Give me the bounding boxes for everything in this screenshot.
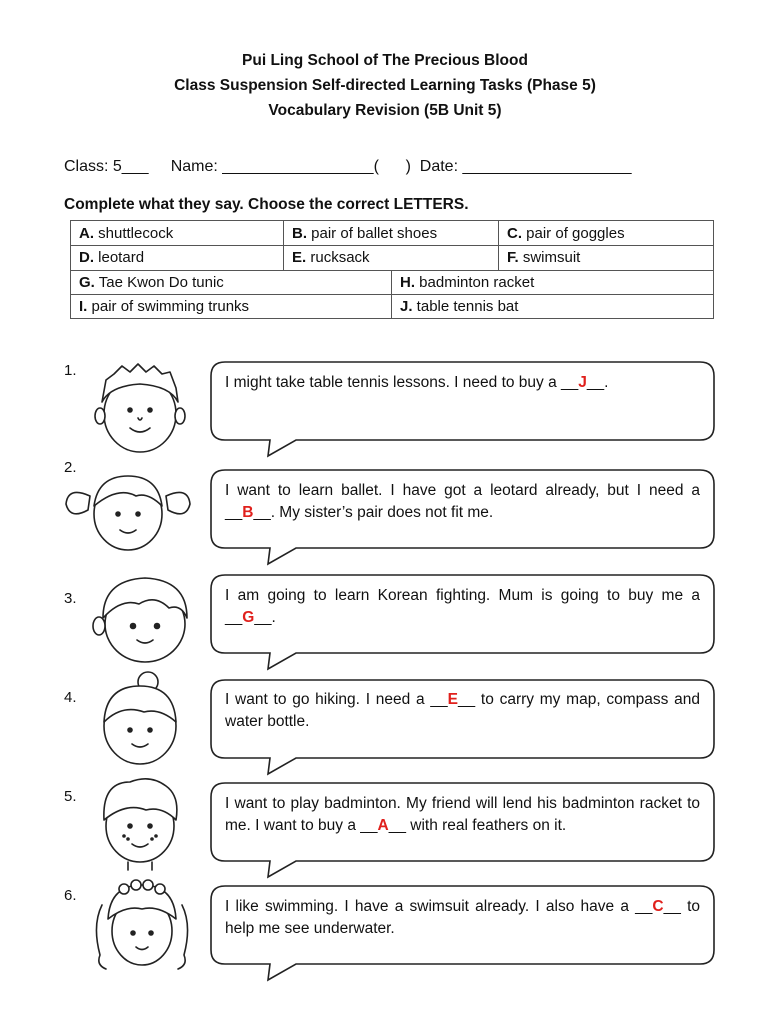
answer-letter: C [652, 898, 664, 915]
question-number: 4. [64, 689, 77, 706]
question-text: I want to play badminton. My friend will lend his badminton racket to me. I want to buy a __A__ with real feathers on it. [225, 795, 700, 834]
boy-bighair-face-icon [93, 578, 187, 662]
girl-bun-face-icon [104, 672, 176, 764]
boy-face-icon [95, 364, 185, 452]
question-text: I might take table tennis lessons. I need to buy a __J__. [225, 374, 609, 391]
school-name: Pui Ling School of The Precious Blood [242, 52, 528, 69]
answer-letter: A [377, 817, 389, 834]
answer-letter: B [242, 504, 254, 521]
boy-freckles-face-icon [104, 779, 177, 870]
option-cell: A. shuttlecock [79, 225, 174, 242]
option-cell: J. table tennis bat [400, 298, 519, 315]
question-text: I want to learn ballet. I have got a leotard already, but I need a __B__. My sister’s pair does not fit me. [225, 482, 700, 521]
student-info-line: Class: 5___ Name: _________________( ) Date: ___________________ [64, 158, 632, 175]
question-text: I want to go hiking. I need a __E__ to carry my map, compass and water bottle. [225, 691, 700, 730]
question-number: 1. [64, 362, 77, 379]
option-cell: E. rucksack [292, 249, 370, 266]
question-text: I like swimming. I have a swimsuit already. I also have a __C__ to help me see underwater. [225, 898, 700, 937]
task-title: Class Suspension Self-directed Learning Tasks (Phase 5) [174, 77, 596, 94]
answer-letter: J [578, 374, 587, 391]
option-cell: C. pair of goggles [507, 225, 625, 242]
instruction: Complete what they say. Choose the correct LETTERS. [64, 196, 469, 213]
answer-letter: G [242, 609, 255, 626]
option-cell: H. badminton racket [400, 274, 535, 291]
question-number: 3. [64, 590, 77, 607]
question-text: I am going to learn Korean fighting. Mum is going to buy me a __G__. [225, 587, 700, 626]
option-cell: I. pair of swimming trunks [79, 298, 250, 315]
question-number: 2. [64, 459, 77, 476]
question-number: 6. [64, 887, 77, 904]
answer-letter: E [447, 691, 458, 708]
question-number: 5. [64, 788, 77, 805]
option-cell: G. Tae Kwon Do tunic [79, 274, 224, 291]
option-cell: F. swimsuit [507, 249, 581, 266]
girl-pigtails-face-icon [66, 476, 190, 550]
option-cell: B. pair of ballet shoes [292, 225, 438, 242]
option-cell: D. leotard [79, 249, 145, 266]
girl-curly-face-icon [96, 880, 187, 969]
topic-title: Vocabulary Revision (5B Unit 5) [268, 102, 502, 119]
